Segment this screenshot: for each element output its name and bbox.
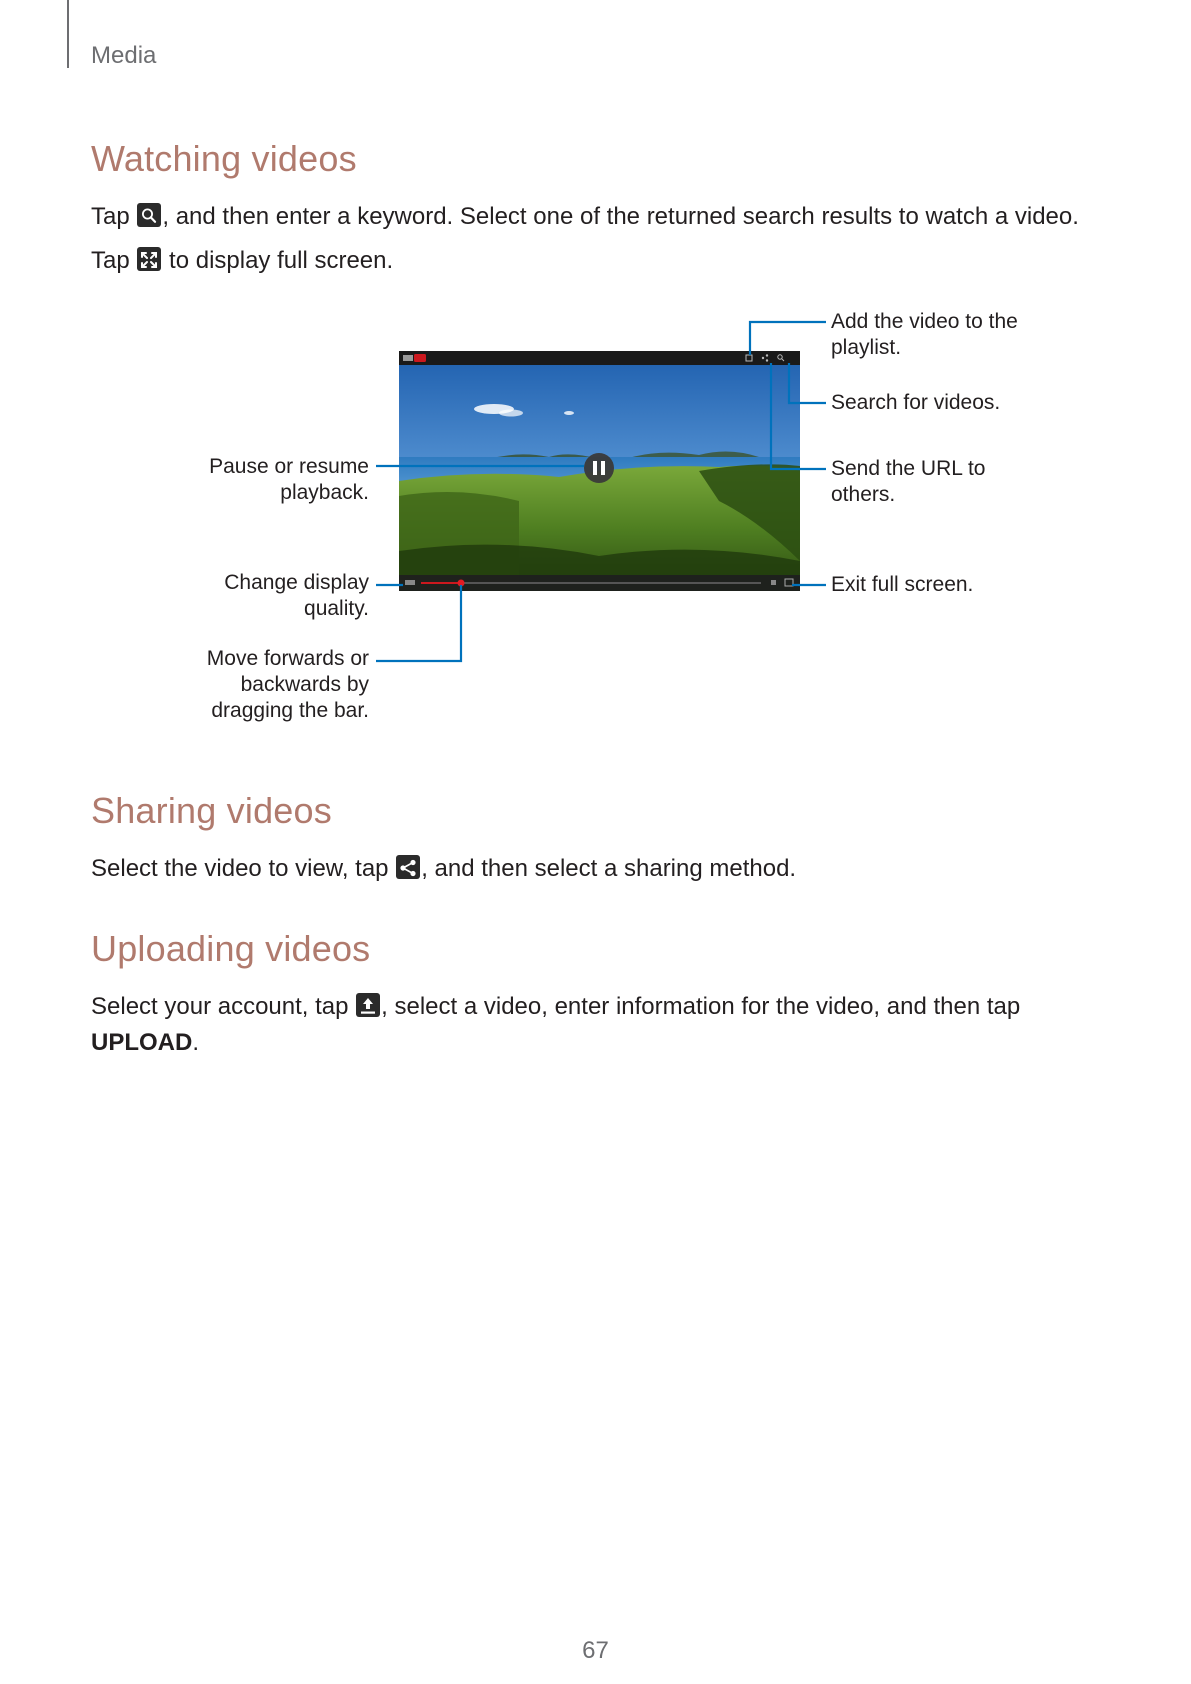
callout-line: Search for videos. <box>831 391 1001 414</box>
text-fragment: , and then select a sharing method. <box>421 855 797 882</box>
callout-seek <box>207 646 369 724</box>
text-fragment: , select a video, enter information for the video, and then tap <box>381 993 1021 1020</box>
text-fragment: to display full screen. <box>162 247 394 274</box>
running-head: Media <box>91 42 157 69</box>
text-fragment: Tap <box>91 247 137 274</box>
upload-keyword: UPLOAD <box>91 1029 193 1056</box>
section-title-sharing: Sharing videos <box>91 790 332 831</box>
uploading-paragraph-2 <box>91 1025 199 1061</box>
callout-add-playlist <box>831 309 1018 361</box>
leader-search <box>789 363 826 403</box>
callout-line: Pause or resume <box>209 455 369 478</box>
leader-add-playlist <box>750 322 826 355</box>
text-fragment: . <box>192 1029 200 1056</box>
callout-line: Send the URL to <box>831 457 986 480</box>
upload-icon <box>356 993 380 1017</box>
text-fragment: , and then enter a keyword. Select one of the returned search results to watch a video. <box>162 203 1079 230</box>
sharing-paragraph <box>91 851 796 887</box>
callout-search <box>831 390 1000 416</box>
callout-send-url <box>831 456 986 508</box>
page-number: 67 <box>582 1637 609 1664</box>
text-fragment: Tap <box>91 203 137 230</box>
callout-line: others. <box>831 483 896 506</box>
callout-quality <box>224 570 369 622</box>
leader-seek <box>376 585 461 661</box>
callout-line: playback. <box>280 481 369 504</box>
callout-line: Exit full screen. <box>831 573 974 596</box>
callout-line: quality. <box>304 597 369 620</box>
callout-line: Move forwards or <box>206 647 369 670</box>
leader-send-url <box>771 363 826 469</box>
callout-line: dragging the bar. <box>211 699 369 722</box>
section-title-uploading: Uploading videos <box>91 928 371 969</box>
callout-line: backwards by <box>240 673 369 696</box>
uploading-paragraph-1 <box>91 989 1020 1025</box>
callout-exit-full <box>831 572 973 598</box>
section-title-watching: Watching videos <box>91 138 357 179</box>
callout-line: playlist. <box>831 336 902 359</box>
text-fragment: Select your account, tap <box>91 993 356 1020</box>
share-icon <box>396 855 420 879</box>
callout-line: Change display <box>224 571 369 594</box>
text-fragment: Select the video to view, tap <box>91 855 396 882</box>
callout-pause <box>209 454 369 506</box>
callout-line: Add the video to the <box>831 310 1018 333</box>
